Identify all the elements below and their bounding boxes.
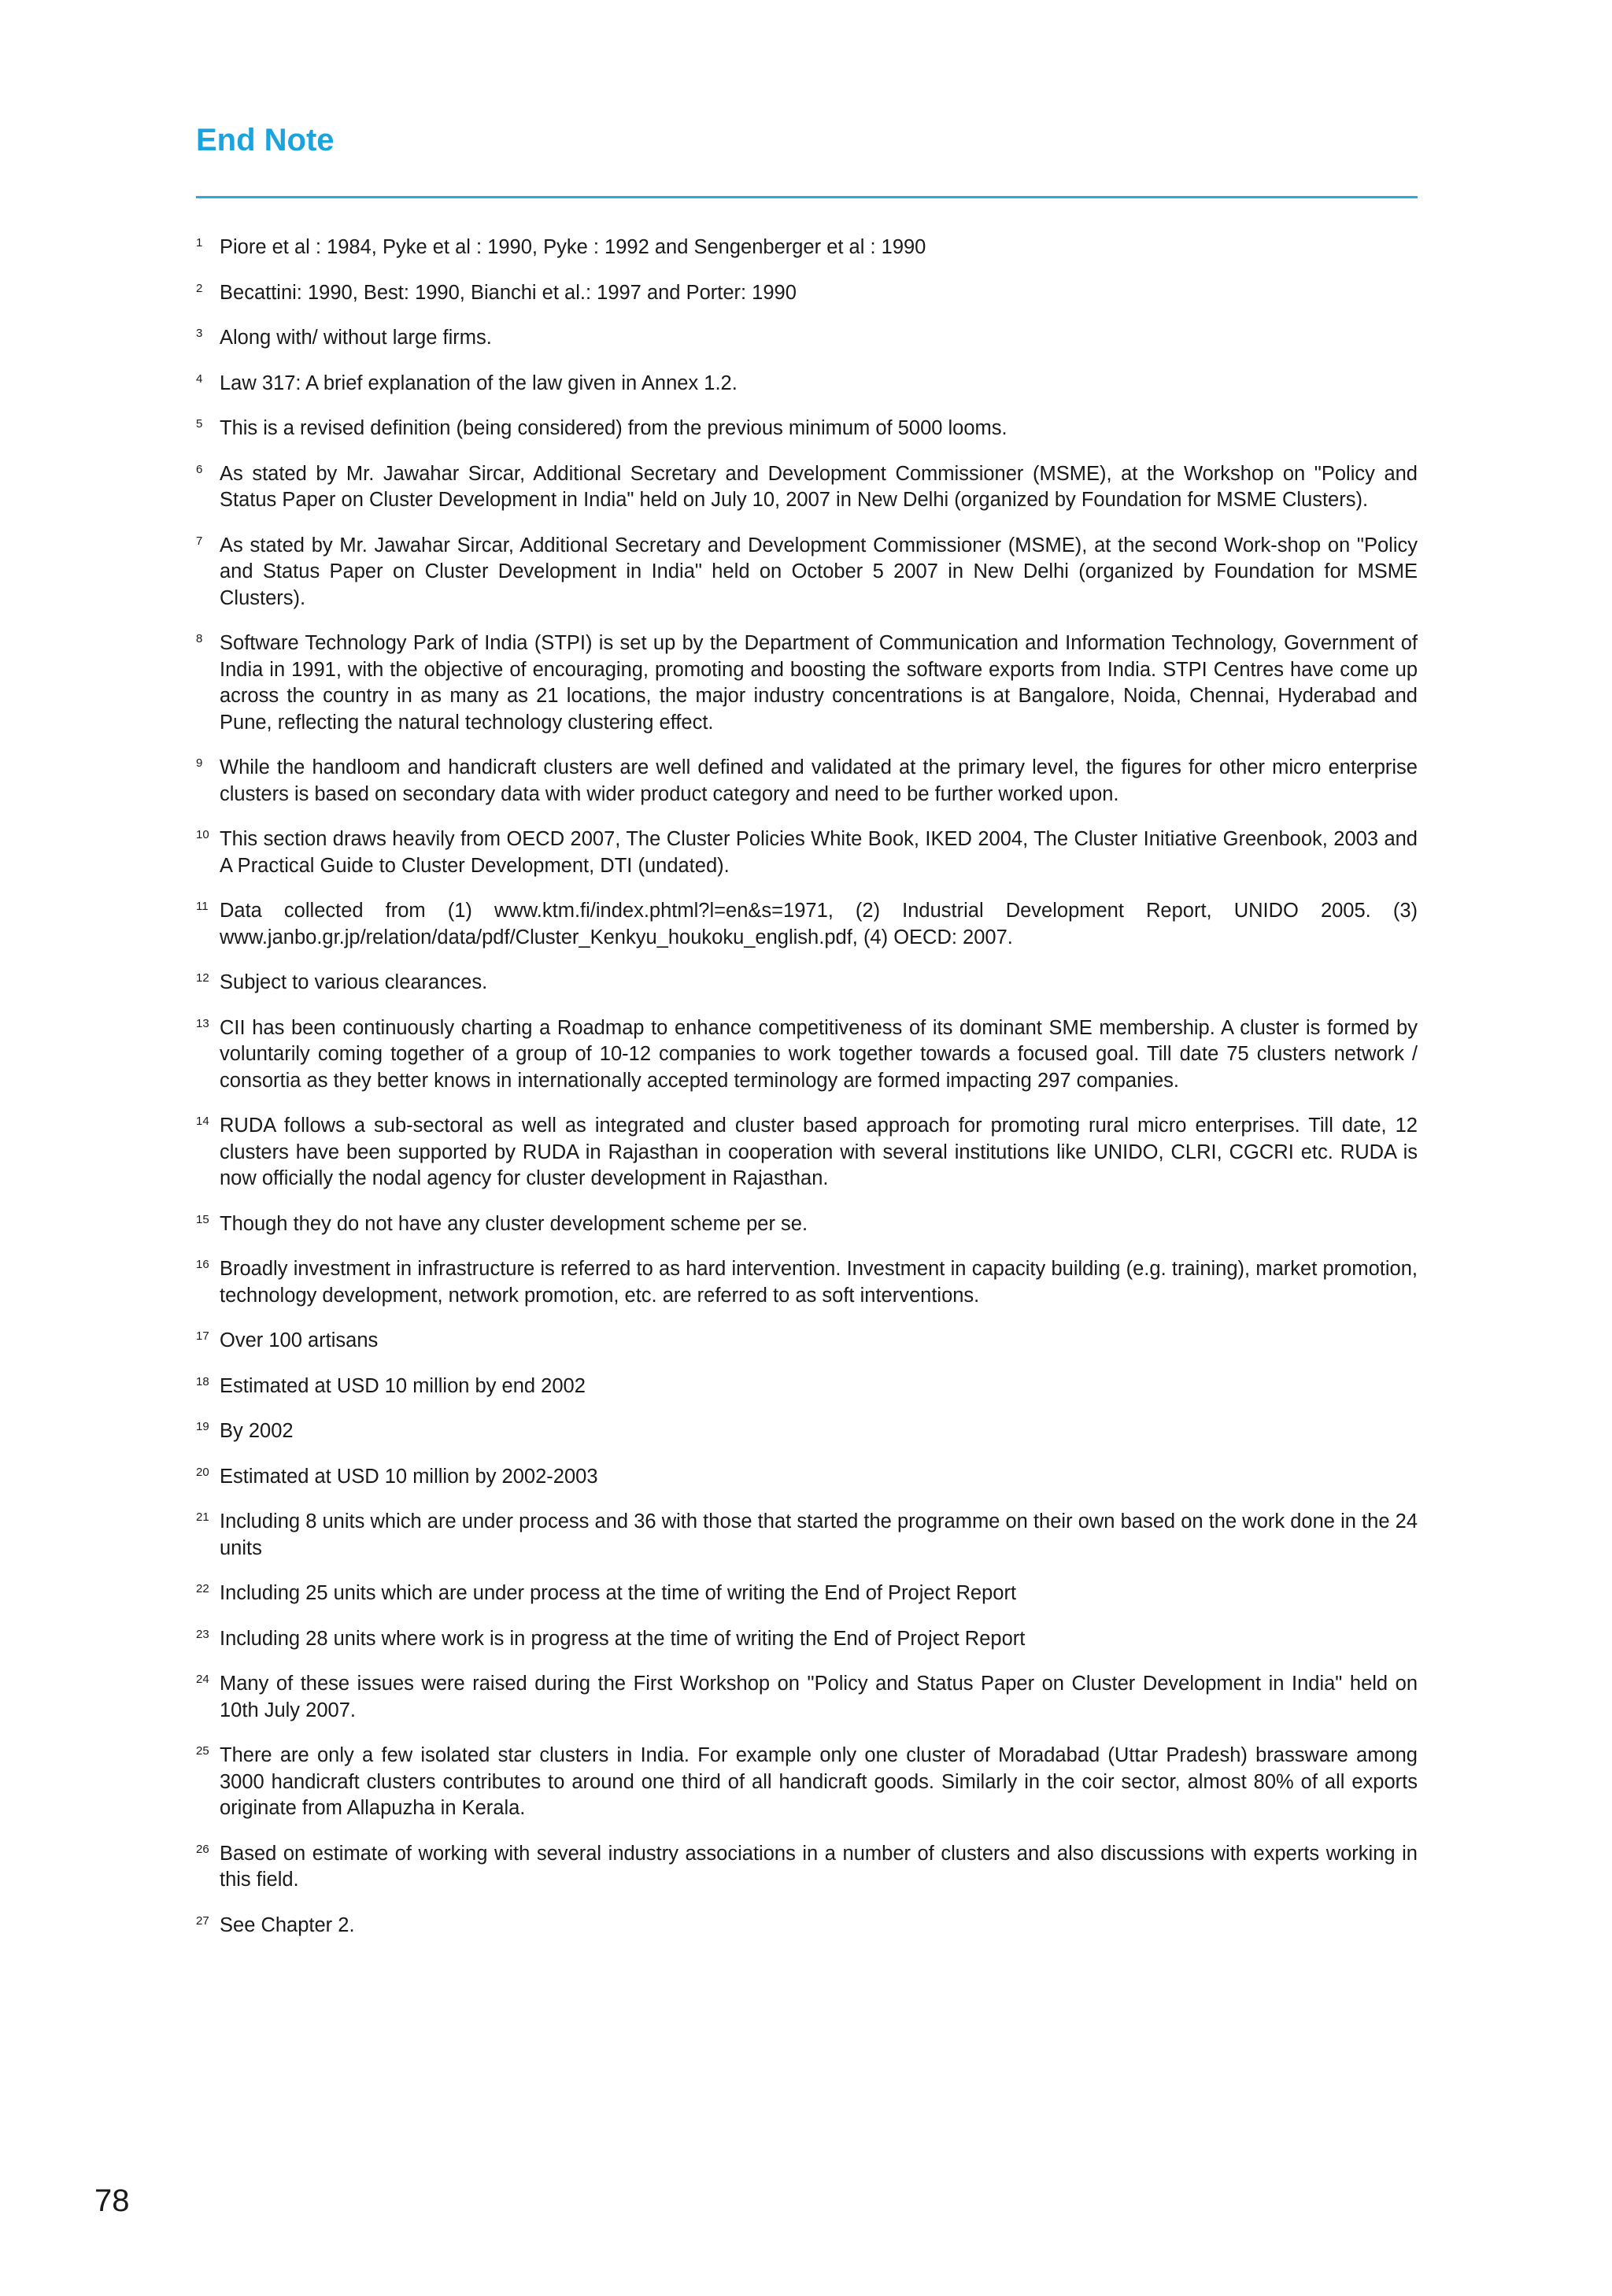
endnote-number: 25	[196, 1744, 209, 1758]
endnote-item	[196, 1581, 1418, 1607]
endnote-number: 12	[196, 971, 209, 985]
endnotes-list	[196, 235, 1418, 1958]
endnote-item	[196, 826, 1418, 879]
endnote-item	[196, 970, 1418, 996]
endnote-item	[196, 1841, 1418, 1894]
endnote-text: Estimated at USD 10 million by end 2002	[220, 1374, 586, 1397]
endnote-item	[196, 1256, 1418, 1309]
endnote-number: 24	[196, 1673, 209, 1686]
endnote-text: Over 100 artisans	[220, 1329, 379, 1351]
endnote-text: Software Technology Park of India (STPI) is set up by the Department of Communication and Information Technology, Government of India in 1991, with the objective of encouraging, promoting and boosting the software exports from India. STPI Centres have come up across the country in as many as 21 locations, the major industry concentrations is at Bangalore, Noida, Chennai, Hyderabad and Pune, reflecting the natural technology clustering effect.	[220, 632, 1418, 734]
endnote-number: 8	[196, 632, 203, 645]
endnote-item	[196, 1113, 1418, 1192]
endnote-item	[196, 1509, 1418, 1562]
endnote-text: Along with/ without large firms.	[220, 327, 492, 349]
endnote-number: 10	[196, 828, 209, 841]
endnote-number: 18	[196, 1374, 209, 1388]
endnote-item	[196, 235, 1418, 261]
endnote-text: RUDA follows a sub-sectoral as well as integrated and cluster based approach for promoting rural micro enterprises. Till date, 12 clusters have been supported by RUDA in Rajasthan in cooperation with several institutions like UNIDO, CLRI, CGCRI etc. RUDA is now officially the nodal agency for cluster development in Rajasthan.	[220, 1115, 1418, 1189]
endnote-number: 22	[196, 1582, 209, 1595]
endnote-item	[196, 1743, 1418, 1822]
endnote-number: 20	[196, 1465, 209, 1479]
endnote-item	[196, 1913, 1418, 1939]
endnote-item	[196, 1328, 1418, 1355]
endnote-number: 15	[196, 1212, 209, 1226]
endnote-text: Including 28 units where work is in progress at the time of writing the End of Project Report	[220, 1627, 1026, 1650]
page-number: 78	[94, 2183, 130, 2218]
endnote-text: Piore et al : 1984, Pyke et al : 1990, Pyke : 1992 and Sengenberger et al : 1990	[220, 236, 926, 258]
endnote-text: See Chapter 2.	[220, 1913, 355, 1936]
endnote-number: 5	[196, 417, 203, 431]
endnote-text: This section draws heavily from OECD 2007, The Cluster Policies White Book, IKED 2004, The Cluster Initiative Greenbook, 2003 and A Practical Guide to Cluster Development, DTI (undated).	[220, 828, 1418, 877]
endnote-item	[196, 630, 1418, 736]
endnote-text: Including 8 units which are under process and 36 with those that started the programme on their own based on the work done in the 24 units	[220, 1510, 1418, 1559]
endnote-number: 7	[196, 534, 203, 548]
endnote-text: There are only a few isolated star clusters in India. For example only one cluster of Moradabad (Uttar Pradesh) brassware among 3000 handicraft clusters contributes to around one third of all handicraft goods. Similarly in the coir sector, almost 80% of all exports originate from Allapuzha in Kerala.	[220, 1744, 1418, 1819]
endnote-text: Estimated at USD 10 million by 2002-2003	[220, 1465, 598, 1488]
endnote-item	[196, 1671, 1418, 1724]
endnote-number: 11	[196, 900, 209, 913]
endnote-text: Broadly investment in infrastructure is referred to as hard intervention. Investment in capacity building (e.g. training), market promotion, technology development, network promotion, etc. are referred to as soft interventions.	[220, 1258, 1418, 1307]
endnote-item	[196, 280, 1418, 307]
endnote-text: Including 25 units which are under process at the time of writing the End of Project Report	[220, 1582, 1017, 1604]
endnote-text: Subject to various clearances.	[220, 971, 488, 993]
endnote-text: Law 317: A brief explanation of the law given in Annex 1.2.	[220, 372, 738, 394]
endnote-number: 1	[196, 236, 203, 250]
endnote-item	[196, 1374, 1418, 1400]
endnote-text: As stated by Mr. Jawahar Sircar, Additional Secretary and Development Commissioner (MSME), at the Workshop on "Policy and Status Paper on Cluster Development in India" held on July 10, 2007 in New Delhi (organized by Foundation for MSME Clusters).	[220, 462, 1418, 511]
endnote-text: Many of these issues were raised during the First Workshop on "Policy and Status Paper on Cluster Development in India" held on 10th July 2007.	[220, 1673, 1418, 1721]
endnote-item	[196, 1418, 1418, 1445]
endnote-item	[196, 1015, 1418, 1095]
endnote-text: This is a revised definition (being considered) from the previous minimum of 5000 looms.	[220, 417, 1008, 439]
endnote-text: By 2002	[220, 1420, 294, 1442]
endnote-number: 23	[196, 1627, 209, 1641]
endnote-item	[196, 461, 1418, 514]
endnote-item	[196, 755, 1418, 808]
endnote-text: While the handloom and handicraft clusters are well defined and validated at the primary level, the figures for other micro enterprise clusters is based on secondary data with wider product category and need to be further worked upon.	[220, 756, 1418, 805]
title-divider	[196, 196, 1418, 198]
endnote-number: 2	[196, 281, 203, 295]
endnote-number: 9	[196, 756, 203, 770]
endnote-number: 16	[196, 1258, 209, 1271]
endnote-item	[196, 371, 1418, 397]
endnote-item	[196, 1211, 1418, 1238]
endnote-number: 17	[196, 1329, 209, 1343]
endnote-number: 27	[196, 1913, 209, 1928]
endnote-number: 26	[196, 1842, 209, 1856]
endnote-item	[196, 416, 1418, 442]
endnote-number: 21	[196, 1510, 209, 1524]
endnote-number: 14	[196, 1115, 209, 1128]
endnote-text: Based on estimate of working with several industry associations in a number of clusters and also discussions with experts working in this field.	[220, 1842, 1418, 1891]
endnote-number: 4	[196, 372, 203, 386]
endnote-text: As stated by Mr. Jawahar Sircar, Additional Secretary and Development Commissioner (MSME), at the second Work-shop on "Policy and Status Paper on Cluster Development in India" held on October 5 2007 in New Delhi (organized by Foundation for MSME Clusters).	[220, 534, 1418, 609]
endnote-text: Though they do not have any cluster development scheme per se.	[220, 1212, 808, 1235]
page-title: End Note	[196, 123, 335, 157]
endnote-number: 3	[196, 327, 203, 340]
endnote-item	[196, 1626, 1418, 1653]
endnote-text: Becattini: 1990, Best: 1990, Bianchi et al.: 1997 and Porter: 1990	[220, 281, 797, 304]
endnote-number: 13	[196, 1016, 209, 1030]
endnote-item	[196, 898, 1418, 951]
endnote-text: CII has been continuously charting a Roadmap to enhance competitiveness of its dominant SME membership. A cluster is formed by voluntarily coming together of a group of 10-12 companies to work together towards a focused goal. Till date 75 clusters network / consortia as they better knows in internationally accepted terminology are formed impacting 297 companies.	[220, 1016, 1418, 1092]
endnote-number: 6	[196, 462, 203, 476]
endnote-item	[196, 325, 1418, 352]
endnote-item	[196, 1464, 1418, 1491]
endnote-text: Data collected from (1) www.ktm.fi/index.phtml?l=en&s=1971, (2) Industrial Development Report, UNIDO 2005. (3) www.janbo.gr.jp/relation/data/pdf/Cluster_Kenkyu_houkoku_english.pdf, (4) OECD: 2007.	[220, 900, 1418, 948]
endnote-item	[196, 533, 1418, 612]
endnote-number: 19	[196, 1420, 209, 1433]
